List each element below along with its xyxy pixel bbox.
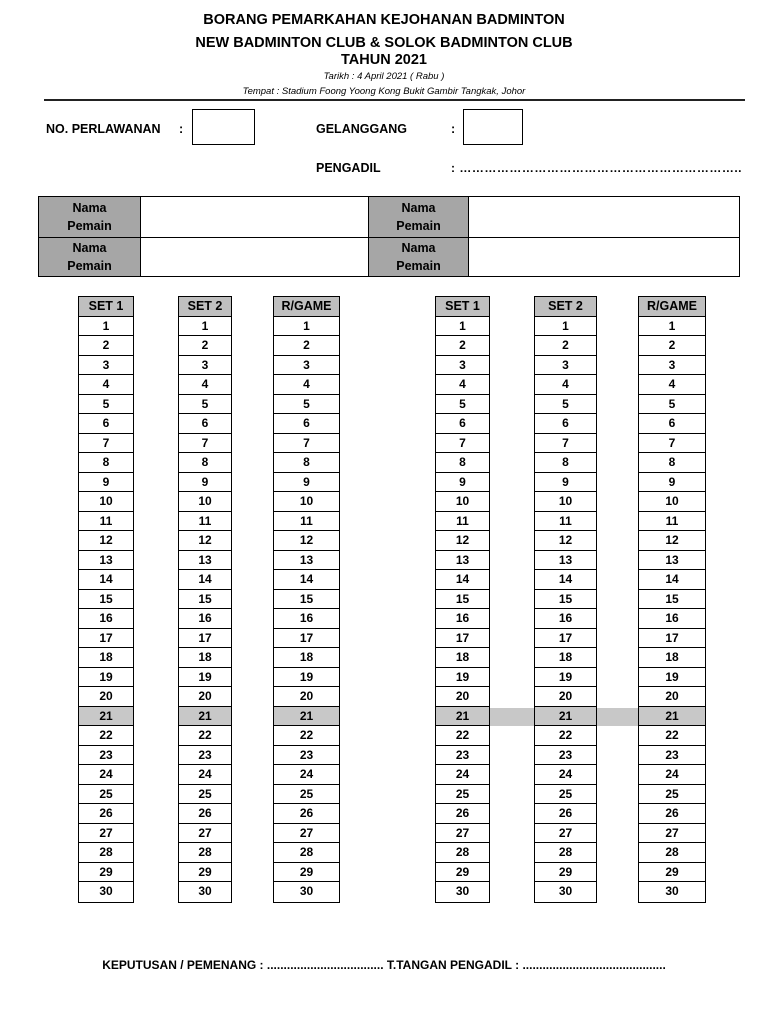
score-point-cell[interactable]: 16 [639, 609, 705, 629]
score-point-cell[interactable]: 11 [436, 512, 489, 532]
score-point-cell[interactable]: 7 [639, 434, 705, 454]
score-point-cell[interactable]: 20 [179, 687, 231, 707]
score-point-cell[interactable]: 2 [535, 336, 596, 356]
score-point-cell[interactable]: 16 [535, 609, 596, 629]
score-point-cell[interactable]: 9 [274, 473, 339, 493]
match-no-label: NO. PERLAWANAN [46, 122, 161, 136]
score-point-cell[interactable]: 23 [535, 746, 596, 766]
score-point-cell[interactable]: 26 [179, 804, 231, 824]
match-no-field[interactable] [192, 109, 255, 145]
score-point-cell[interactable]: 17 [639, 629, 705, 649]
score-point-cell[interactable]: 3 [639, 356, 705, 376]
score-point-cell[interactable]: 28 [639, 843, 705, 863]
score-point-cell[interactable]: 25 [535, 785, 596, 805]
score-point-cell[interactable]: 30 [198, 884, 212, 898]
player-label-right-1: Nama Pemain [368, 197, 469, 238]
score-column-right-set1 [435, 296, 490, 903]
score-point-cell[interactable]: 14 [79, 570, 133, 590]
year-title: TAHUN 2021 [341, 52, 427, 68]
score-point-cell[interactable]: 19 [436, 668, 489, 688]
clubs-title: NEW BADMINTON CLUB & SOLOK BADMINTON CLUB [195, 35, 573, 51]
score-point-cell[interactable]: 27 [639, 824, 705, 844]
score-point-cell[interactable]: 9 [179, 473, 231, 493]
score-point-cell[interactable]: 20 [79, 687, 133, 707]
player-name-field-left-2[interactable] [141, 238, 368, 276]
score-point-cell[interactable]: 13 [274, 551, 339, 571]
score-point-cell[interactable]: 29 [79, 863, 133, 883]
score-point-cell[interactable]: 23 [274, 746, 339, 766]
player-label-right-2: Nama Pemain [368, 238, 469, 276]
score-point-cell[interactable]: 1 [535, 317, 596, 337]
score-point-cell[interactable]: 10 [436, 492, 489, 512]
score-point-cell[interactable]: 15 [179, 590, 231, 610]
score-column-right-set2 [534, 296, 597, 903]
score-point-cell[interactable]: 24 [639, 765, 705, 785]
score-point-cell[interactable]: 14 [179, 570, 231, 590]
score-point-cell[interactable]: 7 [274, 434, 339, 454]
score-point-cell[interactable]: 10 [535, 492, 596, 512]
score-point-cell[interactable]: 30 [299, 884, 314, 898]
score-point-cell[interactable]: 18 [274, 648, 339, 668]
score-point-cell[interactable]: 11 [535, 512, 596, 532]
date-line: Tarikh : 4 April 2021 ( Rabu ) [323, 71, 445, 82]
score-point-cell[interactable]: 29 [274, 863, 339, 883]
highlight-band [490, 708, 534, 726]
score-point-cell[interactable]: 30 [665, 884, 679, 898]
score-point-cell[interactable]: 19 [639, 668, 705, 688]
score-point-cell[interactable]: 3 [436, 356, 489, 376]
score-point-cell[interactable]: 17 [79, 629, 133, 649]
score-point-cell[interactable]: 28 [179, 843, 231, 863]
score-point-cell[interactable]: 28 [79, 843, 133, 863]
score-point-cell[interactable]: 5 [79, 395, 133, 415]
score-point-cell[interactable]: 20 [639, 687, 705, 707]
player-name-field-right-2[interactable] [469, 238, 739, 276]
score-point-cell[interactable]: 2 [436, 336, 489, 356]
score-point-cell[interactable]: 27 [79, 824, 133, 844]
score-point-cell[interactable]: 3 [535, 356, 596, 376]
score-point-cell[interactable]: 24 [179, 765, 231, 785]
score-point-cell[interactable]: 5 [535, 395, 596, 415]
score-point-cell[interactable]: 1 [436, 317, 489, 337]
score-point-cell[interactable]: 13 [179, 551, 231, 571]
score-point-cell[interactable]: 10 [639, 492, 705, 512]
score-point-cell[interactable]: 1 [79, 317, 133, 337]
score-point-cell[interactable]: 26 [274, 804, 339, 824]
score-point-cell[interactable]: 20 [274, 687, 339, 707]
score-point-cell[interactable]: 19 [179, 668, 231, 688]
score-point-cell[interactable]: 6 [274, 414, 339, 434]
player-label-left-1: Nama Pemain [39, 197, 141, 238]
score-point-cell[interactable]: 22 [535, 726, 596, 746]
score-point-cell[interactable]: 16 [274, 609, 339, 629]
score-point-cell[interactable]: 13 [639, 551, 705, 571]
score-point-cell[interactable]: 26 [79, 804, 133, 824]
score-point-cell[interactable]: 3 [274, 356, 339, 376]
score-point-cell[interactable]: 14 [639, 570, 705, 590]
score-point-cell[interactable]: 27 [535, 824, 596, 844]
score-point-cell[interactable]: 23 [639, 746, 705, 766]
score-point-cell[interactable]: 21 [535, 707, 596, 727]
form-title: BORANG PEMARKAHAN KEJOHANAN BADMINTON [203, 12, 565, 28]
score-point-cell[interactable]: 18 [179, 648, 231, 668]
score-point-cell[interactable]: 9 [436, 473, 489, 493]
score-point-cell[interactable]: 8 [274, 453, 339, 473]
score-point-cell[interactable]: 23 [436, 746, 489, 766]
score-point-cell[interactable]: 25 [179, 785, 231, 805]
score-point-cell[interactable]: 19 [274, 668, 339, 688]
score-point-cell[interactable]: 12 [535, 531, 596, 551]
score-point-cell[interactable]: 9 [639, 473, 705, 493]
score-point-cell[interactable]: 12 [639, 531, 705, 551]
score-point-cell[interactable]: 15 [274, 590, 339, 610]
score-point-cell[interactable]: 16 [179, 609, 231, 629]
score-point-cell[interactable]: 15 [639, 590, 705, 610]
player-name-field-left-1[interactable] [141, 197, 368, 238]
score-point-cell[interactable]: 28 [436, 843, 489, 863]
score-point-cell[interactable]: 16 [436, 609, 489, 629]
score-point-cell[interactable]: 22 [436, 726, 489, 746]
score-point-cell[interactable]: 25 [436, 785, 489, 805]
score-point-cell[interactable]: 8 [639, 453, 705, 473]
score-point-cell[interactable]: 21 [436, 707, 489, 727]
score-point-cell[interactable]: 8 [179, 453, 231, 473]
highlight-band [597, 708, 638, 726]
score-point-cell[interactable]: 5 [436, 395, 489, 415]
score-point-cell[interactable]: 29 [179, 863, 231, 883]
score-point-cell[interactable]: 20 [436, 687, 489, 707]
court-label: GELANGGANG [316, 122, 407, 136]
score-point-cell[interactable]: 4 [436, 375, 489, 395]
score-point-cell[interactable]: 11 [179, 512, 231, 532]
score-point-cell[interactable]: 17 [274, 629, 339, 649]
score-point-cell[interactable]: 4 [639, 375, 705, 395]
score-point-cell[interactable]: 5 [179, 395, 231, 415]
score-point-cell[interactable]: 12 [274, 531, 339, 551]
score-column-right-rgame [638, 296, 706, 903]
match-no-colon: : [179, 122, 184, 136]
score-point-cell[interactable]: 7 [179, 434, 231, 454]
score-point-cell[interactable]: 15 [436, 590, 489, 610]
score-point-cell[interactable]: 9 [79, 473, 133, 493]
score-point-cell[interactable]: 27 [274, 824, 339, 844]
score-point-cell[interactable]: 2 [79, 336, 133, 356]
court-colon: : [451, 122, 456, 136]
score-point-cell[interactable]: 24 [535, 765, 596, 785]
score-point-cell[interactable]: 14 [436, 570, 489, 590]
score-point-cell[interactable]: 6 [436, 414, 489, 434]
score-point-cell[interactable]: 10 [179, 492, 231, 512]
score-point-cell[interactable]: 21 [179, 707, 231, 727]
score-point-cell[interactable]: 18 [436, 648, 489, 668]
player-name-field-right-1[interactable] [469, 197, 739, 238]
score-point-cell[interactable]: 10 [79, 492, 133, 512]
score-point-cell[interactable]: 27 [179, 824, 231, 844]
score-point-cell[interactable]: 18 [639, 648, 705, 668]
score-point-cell[interactable]: 28 [274, 843, 339, 863]
score-point-cell[interactable]: 13 [436, 551, 489, 571]
score-point-cell[interactable]: 12 [79, 531, 133, 551]
score-point-cell[interactable]: 29 [639, 863, 705, 883]
score-point-cell[interactable]: 7 [79, 434, 133, 454]
score-point-cell[interactable]: 21 [79, 707, 133, 727]
score-point-cell[interactable]: 4 [535, 375, 596, 395]
score-point-cell[interactable]: 15 [535, 590, 596, 610]
score-point-cell[interactable]: 6 [535, 414, 596, 434]
score-column-header: R/GAME [274, 297, 339, 317]
score-point-cell[interactable]: 26 [639, 804, 705, 824]
players-table [38, 196, 740, 277]
score-point-cell[interactable]: 17 [436, 629, 489, 649]
court-field[interactable] [463, 109, 523, 145]
score-point-cell[interactable]: 5 [274, 395, 339, 415]
score-point-cell[interactable]: 10 [274, 492, 339, 512]
score-point-cell[interactable]: 8 [436, 453, 489, 473]
score-point-cell[interactable]: 7 [535, 434, 596, 454]
score-column-header: SET 1 [79, 297, 133, 317]
score-point-cell[interactable]: 18 [535, 648, 596, 668]
score-point-cell[interactable]: 6 [639, 414, 705, 434]
header-divider [44, 99, 745, 101]
score-point-cell[interactable]: 30 [455, 884, 470, 898]
score-point-cell[interactable]: 2 [274, 336, 339, 356]
score-point-cell[interactable]: 29 [535, 863, 596, 883]
player-label-left-2: Nama Pemain [39, 238, 141, 276]
score-point-cell[interactable]: 12 [436, 531, 489, 551]
score-point-cell[interactable]: 4 [79, 375, 133, 395]
score-point-cell[interactable]: 9 [535, 473, 596, 493]
score-point-cell[interactable]: 13 [535, 551, 596, 571]
score-point-cell[interactable]: 25 [79, 785, 133, 805]
score-point-cell[interactable]: 1 [274, 317, 339, 337]
score-column-header: SET 2 [535, 297, 596, 317]
score-point-cell[interactable]: 6 [79, 414, 133, 434]
score-point-cell[interactable]: 6 [179, 414, 231, 434]
score-point-cell[interactable]: 30 [99, 884, 113, 898]
score-point-cell[interactable]: 21 [639, 707, 705, 727]
score-point-cell[interactable]: 3 [179, 356, 231, 376]
score-column-header: SET 2 [179, 297, 231, 317]
score-point-cell[interactable]: 12 [179, 531, 231, 551]
footer-result-signature: KEPUTUSAN / PEMENANG : ................................... T.TANGAN PENGADIL : ........................................... [102, 958, 666, 972]
score-column-left-set2 [178, 296, 232, 903]
score-point-cell[interactable]: 24 [436, 765, 489, 785]
score-column-left-set1 [78, 296, 134, 903]
score-point-cell[interactable]: 2 [639, 336, 705, 356]
score-point-cell[interactable]: 30 [558, 884, 573, 898]
score-point-cell[interactable]: 20 [535, 687, 596, 707]
score-point-cell[interactable]: 8 [535, 453, 596, 473]
score-point-cell[interactable]: 1 [179, 317, 231, 337]
score-point-cell[interactable]: 13 [79, 551, 133, 571]
venue-line: Tempat : Stadium Foong Yoong Kong Bukit Gambir Tangkak, Johor [242, 86, 526, 97]
score-point-cell[interactable]: 3 [79, 356, 133, 376]
score-point-cell[interactable]: 11 [639, 512, 705, 532]
umpire-label: PENGADIL [316, 161, 381, 175]
score-point-cell[interactable]: 19 [535, 668, 596, 688]
score-point-cell[interactable]: 8 [79, 453, 133, 473]
score-column-header: R/GAME [639, 297, 705, 317]
score-point-cell[interactable]: 24 [274, 765, 339, 785]
score-point-cell[interactable]: 17 [535, 629, 596, 649]
score-point-cell[interactable]: 26 [436, 804, 489, 824]
score-point-cell[interactable]: 25 [639, 785, 705, 805]
score-point-cell[interactable]: 23 [79, 746, 133, 766]
score-point-cell[interactable]: 27 [436, 824, 489, 844]
score-point-cell[interactable]: 1 [639, 317, 705, 337]
umpire-field[interactable]: : ………………………………………………………….. [451, 161, 742, 175]
score-point-cell[interactable]: 22 [179, 726, 231, 746]
score-point-cell[interactable]: 22 [639, 726, 705, 746]
score-point-cell[interactable]: 15 [79, 590, 133, 610]
score-point-cell[interactable]: 4 [179, 375, 231, 395]
score-point-cell[interactable]: 24 [79, 765, 133, 785]
score-point-cell[interactable]: 11 [274, 512, 339, 532]
score-point-cell[interactable]: 11 [79, 512, 133, 532]
score-point-cell[interactable]: 29 [436, 863, 489, 883]
score-point-cell[interactable]: 4 [274, 375, 339, 395]
score-point-cell[interactable]: 2 [179, 336, 231, 356]
score-point-cell[interactable]: 14 [274, 570, 339, 590]
score-point-cell[interactable]: 7 [436, 434, 489, 454]
score-column-left-rgame [273, 296, 340, 903]
score-point-cell[interactable]: 23 [179, 746, 231, 766]
score-point-cell[interactable]: 14 [535, 570, 596, 590]
score-point-cell[interactable]: 22 [274, 726, 339, 746]
score-point-cell[interactable]: 22 [79, 726, 133, 746]
score-point-cell[interactable]: 5 [639, 395, 705, 415]
score-point-cell[interactable]: 21 [274, 707, 339, 727]
score-point-cell[interactable]: 19 [79, 668, 133, 688]
score-point-cell[interactable]: 26 [535, 804, 596, 824]
score-column-header: SET 1 [436, 297, 489, 317]
score-point-cell[interactable]: 28 [535, 843, 596, 863]
score-point-cell[interactable]: 16 [79, 609, 133, 629]
score-point-cell[interactable]: 25 [274, 785, 339, 805]
score-point-cell[interactable]: 18 [79, 648, 133, 668]
score-point-cell[interactable]: 17 [179, 629, 231, 649]
